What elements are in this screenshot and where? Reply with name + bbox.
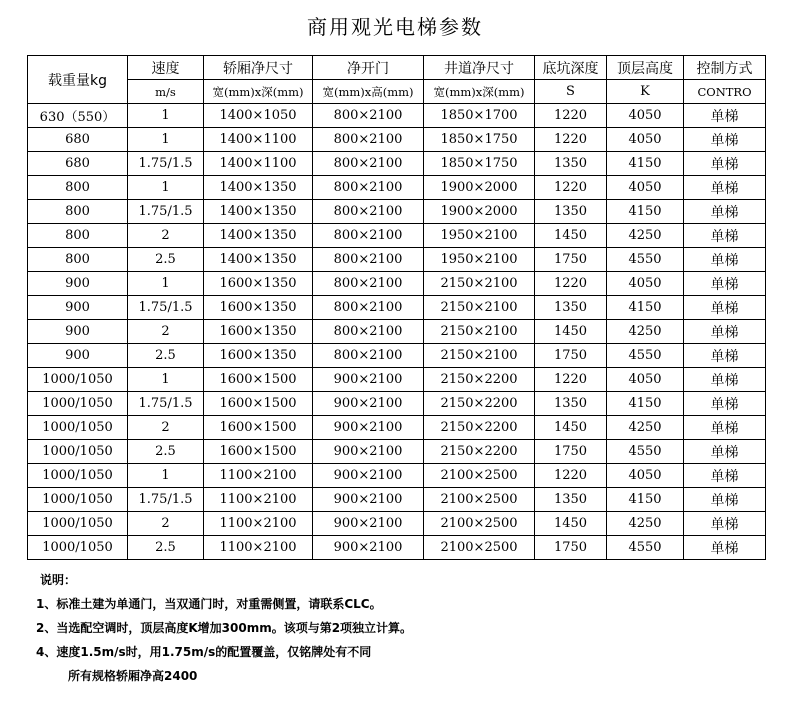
table-row <box>28 128 766 152</box>
cell-overhead: 4250 <box>607 416 684 440</box>
cell-control: 单梯 <box>684 128 766 152</box>
header-overhead: 顶层高度 <box>607 56 684 80</box>
table-row <box>28 440 766 464</box>
table-row <box>28 344 766 368</box>
cell-door-opening: 800×2100 <box>313 176 424 200</box>
cell-pit-depth: 1750 <box>535 440 607 464</box>
cell-door-opening: 800×2100 <box>313 152 424 176</box>
table-row <box>28 224 766 248</box>
cell-speed: 2 <box>128 512 204 536</box>
cell-shaft-size: 1850×1750 <box>424 152 535 176</box>
cell-control: 单梯 <box>684 368 766 392</box>
table-row <box>28 416 766 440</box>
unit-overhead: K <box>607 80 684 104</box>
cell-pit-depth: 1220 <box>535 104 607 128</box>
cell-pit-depth: 1450 <box>535 320 607 344</box>
note-item: 1、标准土建为单通门，当双通门时，对重需侧置，请联系CLC。 <box>36 597 382 611</box>
cell-control: 单梯 <box>684 200 766 224</box>
cell-pit-depth: 1350 <box>535 392 607 416</box>
cell-shaft-size: 2150×2100 <box>424 344 535 368</box>
cell-control: 单梯 <box>684 344 766 368</box>
cell-door-opening: 800×2100 <box>313 104 424 128</box>
cell-door-opening: 900×2100 <box>313 416 424 440</box>
cell-door-opening: 900×2100 <box>313 440 424 464</box>
cell-speed: 2.5 <box>128 536 204 560</box>
cell-car-size: 1100×2100 <box>204 464 313 488</box>
cell-load: 800 <box>28 200 128 224</box>
cell-speed: 2 <box>128 224 204 248</box>
cell-speed: 2.5 <box>128 248 204 272</box>
cell-pit-depth: 1450 <box>535 512 607 536</box>
cell-overhead: 4050 <box>607 464 684 488</box>
cell-pit-depth: 1750 <box>535 536 607 560</box>
cell-load: 1000/1050 <box>28 536 128 560</box>
unit-speed: m/s <box>128 80 204 104</box>
cell-shaft-size: 2150×2100 <box>424 272 535 296</box>
cell-speed: 1 <box>128 128 204 152</box>
cell-car-size: 1600×1500 <box>204 368 313 392</box>
cell-pit-depth: 1350 <box>535 152 607 176</box>
cell-car-size: 1100×2100 <box>204 512 313 536</box>
cell-control: 单梯 <box>684 152 766 176</box>
cell-control: 单梯 <box>684 392 766 416</box>
elevator-spec-table <box>27 55 766 560</box>
cell-pit-depth: 1220 <box>535 368 607 392</box>
cell-car-size: 1600×1350 <box>204 320 313 344</box>
cell-load: 1000/1050 <box>28 368 128 392</box>
cell-shaft-size: 2150×2100 <box>424 296 535 320</box>
table-header <box>28 56 766 104</box>
notes-section <box>36 568 412 688</box>
header-pit-depth: 底坑深度 <box>535 56 607 80</box>
cell-speed: 2 <box>128 416 204 440</box>
cell-car-size: 1100×2100 <box>204 488 313 512</box>
table-row <box>28 104 766 128</box>
cell-overhead: 4150 <box>607 152 684 176</box>
cell-car-size: 1600×1500 <box>204 392 313 416</box>
cell-pit-depth: 1220 <box>535 272 607 296</box>
cell-shaft-size: 2100×2500 <box>424 512 535 536</box>
cell-shaft-size: 1850×1700 <box>424 104 535 128</box>
cell-overhead: 4250 <box>607 512 684 536</box>
cell-car-size: 1400×1350 <box>204 224 313 248</box>
table-row <box>28 320 766 344</box>
header-shaft-size: 井道净尺寸 <box>424 56 535 80</box>
header-control: 控制方式 <box>684 56 766 80</box>
cell-load: 680 <box>28 128 128 152</box>
cell-pit-depth: 1450 <box>535 224 607 248</box>
cell-load: 1000/1050 <box>28 392 128 416</box>
table-row <box>28 296 766 320</box>
unit-car-size: 宽(mm)x深(mm) <box>204 80 313 104</box>
cell-speed: 2.5 <box>128 440 204 464</box>
cell-door-opening: 900×2100 <box>313 488 424 512</box>
cell-control: 单梯 <box>684 104 766 128</box>
cell-shaft-size: 1900×2000 <box>424 176 535 200</box>
cell-overhead: 4050 <box>607 176 684 200</box>
cell-overhead: 4250 <box>607 224 684 248</box>
cell-car-size: 1400×1050 <box>204 104 313 128</box>
cell-speed: 1.75/1.5 <box>128 296 204 320</box>
cell-shaft-size: 2150×2200 <box>424 392 535 416</box>
cell-overhead: 4150 <box>607 488 684 512</box>
cell-control: 单梯 <box>684 296 766 320</box>
cell-overhead: 4050 <box>607 272 684 296</box>
table-row <box>28 512 766 536</box>
cell-control: 单梯 <box>684 176 766 200</box>
cell-control: 单梯 <box>684 224 766 248</box>
cell-control: 单梯 <box>684 512 766 536</box>
cell-load: 800 <box>28 176 128 200</box>
cell-overhead: 4150 <box>607 200 684 224</box>
header-speed: 速度 <box>128 56 204 80</box>
cell-car-size: 1600×1350 <box>204 344 313 368</box>
cell-overhead: 4550 <box>607 248 684 272</box>
cell-pit-depth: 1350 <box>535 296 607 320</box>
cell-speed: 1.75/1.5 <box>128 152 204 176</box>
cell-load: 900 <box>28 320 128 344</box>
cell-door-opening: 900×2100 <box>313 536 424 560</box>
cell-load: 900 <box>28 344 128 368</box>
cell-control: 单梯 <box>684 488 766 512</box>
cell-door-opening: 900×2100 <box>313 464 424 488</box>
cell-door-opening: 800×2100 <box>313 248 424 272</box>
cell-car-size: 1400×1100 <box>204 128 313 152</box>
cell-car-size: 1100×2100 <box>204 536 313 560</box>
table-row <box>28 152 766 176</box>
table-row <box>28 368 766 392</box>
page-title: 商用观光电梯参数 <box>307 15 483 39</box>
cell-door-opening: 900×2100 <box>313 392 424 416</box>
cell-door-opening: 800×2100 <box>313 128 424 152</box>
cell-overhead: 4050 <box>607 128 684 152</box>
cell-shaft-size: 1900×2000 <box>424 200 535 224</box>
cell-speed: 1 <box>128 368 204 392</box>
cell-door-opening: 800×2100 <box>313 320 424 344</box>
cell-door-opening: 800×2100 <box>313 344 424 368</box>
cell-pit-depth: 1220 <box>535 464 607 488</box>
cell-control: 单梯 <box>684 272 766 296</box>
cell-load: 1000/1050 <box>28 488 128 512</box>
cell-shaft-size: 2150×2200 <box>424 440 535 464</box>
cell-speed: 1 <box>128 176 204 200</box>
cell-door-opening: 800×2100 <box>313 272 424 296</box>
cell-shaft-size: 1850×1750 <box>424 128 535 152</box>
notes-header: 说明： <box>40 573 77 587</box>
cell-car-size: 1600×1500 <box>204 440 313 464</box>
cell-pit-depth: 1450 <box>535 416 607 440</box>
note-item: 所有规格轿厢净高2400 <box>68 669 198 683</box>
cell-speed: 1.75/1.5 <box>128 200 204 224</box>
cell-car-size: 1400×1350 <box>204 248 313 272</box>
cell-load: 900 <box>28 296 128 320</box>
cell-overhead: 4050 <box>607 104 684 128</box>
note-item: 2、当选配空调时，顶层高度K增加300mm。该项与第2项独立计算。 <box>36 621 413 635</box>
cell-shaft-size: 2100×2500 <box>424 536 535 560</box>
cell-overhead: 4250 <box>607 320 684 344</box>
table-row <box>28 536 766 560</box>
cell-shaft-size: 1950×2100 <box>424 248 535 272</box>
cell-shaft-size: 2150×2100 <box>424 320 535 344</box>
note-item: 4、速度1.5m/s时，用1.75m/s的配置覆盖，仅铭牌处有不同 <box>36 645 372 659</box>
cell-pit-depth: 1220 <box>535 176 607 200</box>
cell-overhead: 4550 <box>607 344 684 368</box>
cell-door-opening: 800×2100 <box>313 200 424 224</box>
cell-control: 单梯 <box>684 320 766 344</box>
table-row <box>28 272 766 296</box>
cell-pit-depth: 1750 <box>535 248 607 272</box>
table-row <box>28 464 766 488</box>
cell-load: 680 <box>28 152 128 176</box>
cell-control: 单梯 <box>684 440 766 464</box>
cell-overhead: 4150 <box>607 296 684 320</box>
cell-shaft-size: 2100×2500 <box>424 488 535 512</box>
cell-door-opening: 900×2100 <box>313 512 424 536</box>
cell-car-size: 1400×1350 <box>204 200 313 224</box>
cell-overhead: 4050 <box>607 368 684 392</box>
cell-load: 900 <box>28 272 128 296</box>
cell-speed: 2 <box>128 320 204 344</box>
table-row <box>28 392 766 416</box>
cell-car-size: 1400×1100 <box>204 152 313 176</box>
cell-pit-depth: 1350 <box>535 200 607 224</box>
unit-control: CONTRO <box>684 80 766 104</box>
cell-door-opening: 800×2100 <box>313 296 424 320</box>
cell-load: 1000/1050 <box>28 512 128 536</box>
cell-car-size: 1400×1350 <box>204 176 313 200</box>
cell-car-size: 1600×1500 <box>204 416 313 440</box>
cell-pit-depth: 1350 <box>535 488 607 512</box>
cell-load: 1000/1050 <box>28 440 128 464</box>
cell-load: 630（550） <box>28 104 128 128</box>
unit-pit-depth: S <box>535 80 607 104</box>
cell-control: 单梯 <box>684 248 766 272</box>
cell-car-size: 1600×1350 <box>204 272 313 296</box>
cell-load: 800 <box>28 248 128 272</box>
table-row <box>28 176 766 200</box>
unit-shaft-size: 宽(mm)x深(mm) <box>424 80 535 104</box>
table-row <box>28 248 766 272</box>
cell-load: 1000/1050 <box>28 464 128 488</box>
cell-door-opening: 900×2100 <box>313 368 424 392</box>
unit-door-opening: 宽(mm)x高(mm) <box>313 80 424 104</box>
header-load: 载重量kg <box>28 56 128 104</box>
cell-overhead: 4550 <box>607 440 684 464</box>
cell-speed: 1 <box>128 272 204 296</box>
cell-control: 单梯 <box>684 416 766 440</box>
cell-pit-depth: 1220 <box>535 128 607 152</box>
table-row <box>28 200 766 224</box>
cell-car-size: 1600×1350 <box>204 296 313 320</box>
header-car-size: 轿厢净尺寸 <box>204 56 313 80</box>
cell-speed: 1 <box>128 464 204 488</box>
cell-control: 单梯 <box>684 464 766 488</box>
cell-control: 单梯 <box>684 536 766 560</box>
table-row <box>28 488 766 512</box>
cell-speed: 1.75/1.5 <box>128 392 204 416</box>
cell-overhead: 4550 <box>607 536 684 560</box>
cell-speed: 1 <box>128 104 204 128</box>
cell-shaft-size: 2150×2200 <box>424 368 535 392</box>
cell-shaft-size: 1950×2100 <box>424 224 535 248</box>
cell-door-opening: 800×2100 <box>313 224 424 248</box>
cell-shaft-size: 2150×2200 <box>424 416 535 440</box>
cell-speed: 2.5 <box>128 344 204 368</box>
table-body <box>28 104 766 560</box>
cell-load: 800 <box>28 224 128 248</box>
cell-overhead: 4150 <box>607 392 684 416</box>
cell-pit-depth: 1750 <box>535 344 607 368</box>
cell-speed: 1.75/1.5 <box>128 488 204 512</box>
cell-load: 1000/1050 <box>28 416 128 440</box>
header-door-opening: 净开门 <box>313 56 424 80</box>
cell-shaft-size: 2100×2500 <box>424 464 535 488</box>
